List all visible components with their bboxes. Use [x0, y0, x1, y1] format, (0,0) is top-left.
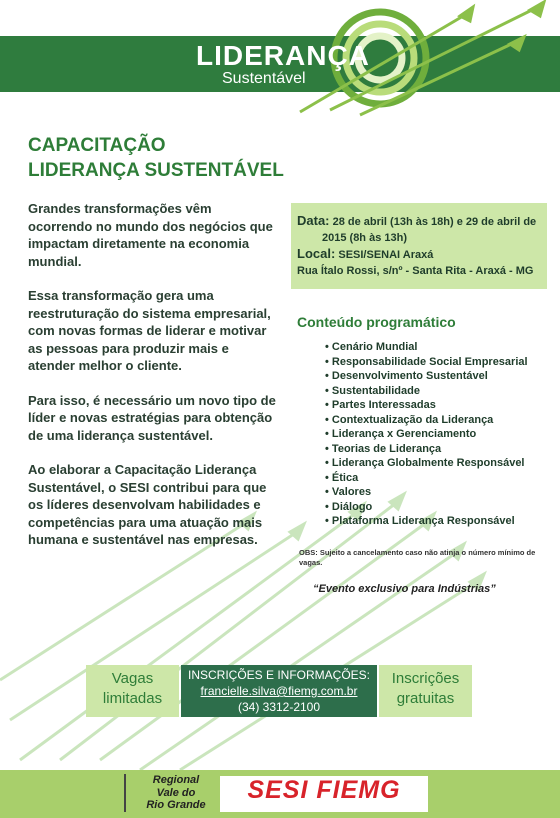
header-banner — [0, 0, 560, 118]
registration-title: INSCRIÇÕES E INFORMAÇÕES: — [187, 668, 371, 682]
date-value-cont: 2015 (8h às 13h) — [322, 232, 407, 244]
paragraph: Ao elaborar a Capacitação Liderança Sustentável, o SESI contribui para que os líderes desenvolvam habilidades e competências para uma atuação mais humana e sustentável nas empresas. — [28, 462, 267, 547]
sesi-fiemg-logo-text: SESI FIEMG — [247, 776, 401, 804]
program-title: Conteúdo programático — [297, 314, 456, 330]
list-item: • Partes Interessadas — [325, 398, 528, 413]
location-label: Local: — [297, 246, 336, 261]
free-registration-line1: Inscrições — [391, 670, 460, 687]
list-item: • Sustentabilidade — [325, 384, 528, 399]
sesi-fiemg-logo — [220, 776, 428, 812]
event-info-box — [291, 203, 547, 289]
phone-number: (34) 3312-2100 — [237, 700, 321, 714]
list-item: • Desenvolvimento Sustentável — [325, 369, 528, 384]
list-item: • Responsabilidade Social Empresarial — [325, 355, 528, 370]
regional-line3: Rio Grande — [146, 799, 206, 811]
exclusive-event-note: “Evento exclusivo para Indústrias” — [313, 583, 496, 595]
event-info-text — [297, 213, 547, 279]
header-subtitle: Sustentável — [222, 70, 306, 87]
page-title — [28, 133, 284, 183]
paragraph: Essa transformação gera uma reestruturação do sistema empresarial, com novas formas de liderar e motivar as pessoas para produzir mais e atender melhor o cliente. — [28, 288, 271, 373]
limited-seats-line1: Vagas — [111, 670, 154, 687]
list-item: • Liderança x Gerenciamento — [325, 427, 528, 442]
list-item: • Liderança Globalmente Responsável — [325, 456, 528, 471]
date-label: Data: — [297, 213, 330, 228]
list-item: • Valores — [325, 485, 528, 500]
page-title-line2: LIDERANÇA SUSTENTÁVEL — [28, 160, 284, 181]
body-text — [28, 200, 278, 566]
program-list — [325, 340, 528, 529]
date-value: 28 de abril (13h às 18h) e 29 de abril de — [332, 216, 537, 228]
obs-note: OBS: Sujeito a cancelamento caso não atinja o número mínimo de vagas. — [299, 548, 536, 567]
paragraph: Grandes transformações vêm ocorrendo no mundo dos negócios que impactam diretamente na economia mundial. — [28, 201, 273, 269]
regional-line1: Regional — [152, 774, 200, 786]
limited-seats-box — [86, 665, 179, 717]
page-title-line1: CAPACITAÇÃO — [28, 135, 166, 156]
list-item: • Ética — [325, 471, 528, 486]
registration-info-box — [181, 665, 377, 717]
email-link[interactable]: francielle.silva@fiemg.com.br — [200, 684, 358, 698]
list-item: • Plataforma Liderança Responsável — [325, 514, 528, 529]
free-registration-line2: gratuitas — [396, 690, 455, 707]
address: Rua Ítalo Rossi, s/nº - Santa Rita - Araxá - MG — [297, 265, 534, 277]
list-item: • Diálogo — [325, 500, 528, 515]
regional-line2: Vale do — [156, 786, 196, 799]
limited-seats-line2: limitadas — [102, 690, 163, 707]
header-title: LIDERANÇA — [196, 40, 370, 71]
free-registration-box — [379, 665, 472, 717]
location-value: SESI/SENAI Araxá — [338, 249, 434, 261]
paragraph: Para isso, é necessário um novo tipo de líder e novas estratégias para obtenção de uma liderança sustentável. — [28, 392, 276, 443]
list-item: • Contextualização da Liderança — [325, 413, 528, 428]
regional-label — [124, 774, 216, 812]
list-item: • Cenário Mundial — [325, 340, 528, 355]
list-item: • Teorias de Liderança — [325, 442, 528, 457]
